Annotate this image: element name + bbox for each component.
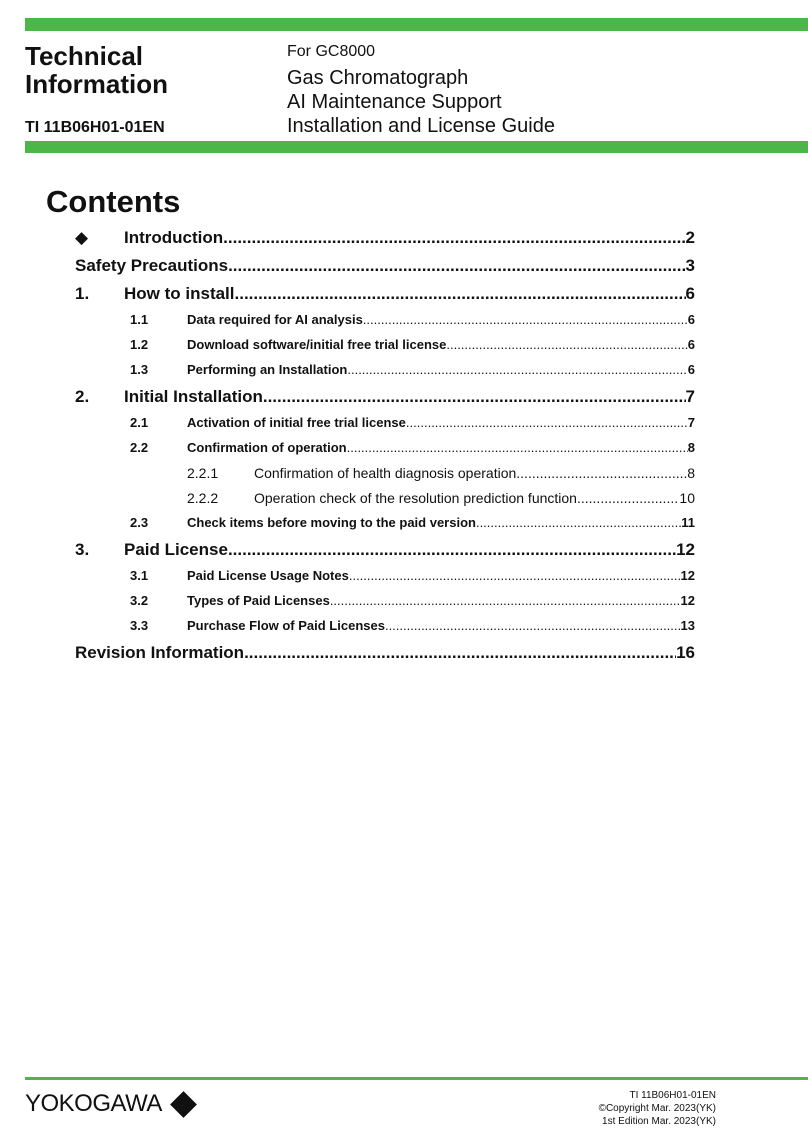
toc-entry-page: 10 — [679, 490, 695, 506]
toc-entry-page: 12 — [676, 540, 695, 559]
logo-diamond-icon — [170, 1091, 197, 1118]
toc-entry-number: 1.3 — [130, 362, 149, 377]
toc-entry-page: 11 — [681, 515, 695, 530]
toc-entry-title: Purchase Flow of Paid Licenses — [187, 618, 385, 633]
for-product: For GC8000 — [287, 43, 376, 60]
toc-dot-leader — [349, 568, 681, 583]
toc-dot-leader — [228, 540, 676, 560]
toc-entry-page: 12 — [680, 593, 695, 608]
toc-entry-title: Introduction — [124, 228, 224, 247]
toc-entry-title: Safety Precautions — [75, 256, 229, 275]
toc-entry-number: 3.3 — [130, 618, 149, 633]
header-green-bar — [25, 141, 808, 153]
toc-dot-leader — [223, 228, 685, 248]
toc-dot-leader — [330, 593, 681, 608]
toc-entry-title: Data required for AI analysis — [187, 312, 363, 327]
toc-entry[interactable] — [75, 568, 695, 593]
toc-entry[interactable] — [75, 284, 695, 312]
toc-entry-title: Paid License — [124, 540, 228, 559]
toc-entry[interactable] — [75, 337, 695, 362]
toc-entry-title: Download software/initial free trial license — [187, 337, 447, 352]
toc-entry-page: 7 — [685, 387, 695, 406]
toc-entry-title: Confirmation of operation — [187, 440, 347, 455]
toc-entry[interactable] — [75, 256, 695, 284]
toc-entry-page: 16 — [676, 643, 695, 662]
toc-entry[interactable] — [75, 312, 695, 337]
footer-info — [599, 1089, 716, 1128]
top-green-bar — [25, 18, 808, 31]
toc-entry-title: Activation of initial free trial license — [187, 415, 406, 430]
toc-entry[interactable] — [75, 643, 695, 671]
toc-entry-number: 1.1 — [130, 312, 149, 327]
toc-entry-number: 2.2.1 — [187, 465, 219, 481]
toc-entry-page: 8 — [687, 465, 695, 481]
footer-copyright: ©Copyright Mar. 2023(YK) — [598, 1103, 716, 1114]
toc-dot-leader — [235, 284, 686, 304]
toc-entry-title: Initial Installation — [124, 387, 263, 406]
toc-entry-page: 6 — [687, 337, 695, 352]
toc-entry[interactable] — [75, 362, 695, 387]
toc-entry-title: Check items before moving to the paid version — [187, 515, 476, 530]
subtitle-line-1: Gas Chromatograph — [287, 67, 469, 89]
title-line-2: Information — [25, 69, 168, 99]
toc-entry[interactable] — [75, 490, 695, 515]
toc-entry-number: 3.1 — [130, 568, 149, 583]
toc-dot-leader — [244, 643, 676, 663]
toc-dot-leader — [347, 362, 687, 377]
diamond-bullet-icon: ◆ — [75, 228, 89, 247]
toc-entry-title: Operation check of the resolution prediction function — [254, 490, 577, 506]
toc-entry-title: Types of Paid Licenses — [187, 593, 330, 608]
toc-entry-title: How to install — [124, 284, 235, 303]
toc-dot-leader — [263, 387, 686, 407]
toc-dot-leader — [347, 440, 688, 455]
footer-green-line — [25, 1077, 808, 1080]
toc-entry-page: 6 — [685, 284, 695, 303]
toc-entry-page: 8 — [687, 440, 695, 455]
document-type-title — [25, 42, 225, 98]
toc-entry-page: 13 — [680, 618, 695, 633]
yokogawa-logo — [25, 1090, 193, 1118]
toc-entry-title: Paid License Usage Notes — [187, 568, 349, 583]
subtitle-line-3: Installation and License Guide — [287, 115, 555, 137]
document-subject — [287, 42, 555, 138]
toc-entry[interactable] — [75, 618, 695, 643]
contents-heading: Contents — [46, 184, 181, 219]
toc-entry-title: Confirmation of health diagnosis operation — [254, 465, 517, 481]
toc-entry-number: 1. — [75, 284, 90, 303]
toc-entry-number: 3.2 — [130, 593, 149, 608]
toc-dot-leader — [228, 256, 685, 276]
document-number: TI 11B06H01-01EN — [25, 119, 165, 136]
footer-edition: 1st Edition Mar. 2023(YK) — [602, 1116, 716, 1127]
footer-doc-number: TI 11B06H01-01EN — [629, 1090, 716, 1101]
toc-entry-number: 2.2 — [130, 440, 149, 455]
toc-entry-page: 3 — [685, 256, 695, 275]
toc-dot-leader — [476, 515, 681, 530]
title-line-1: Technical — [25, 41, 144, 71]
toc-dot-leader — [446, 337, 687, 352]
subtitle-line-2: AI Maintenance Support — [287, 91, 502, 113]
toc-entry[interactable] — [75, 540, 695, 568]
toc-entry-title: Revision Information — [75, 643, 245, 662]
toc-entry[interactable] — [75, 415, 695, 440]
toc-entry[interactable] — [75, 515, 695, 540]
toc-dot-leader — [385, 618, 681, 633]
toc-entry-title: Performing an Installation — [187, 362, 348, 377]
toc-dot-leader — [406, 415, 688, 430]
toc-entry[interactable] — [75, 387, 695, 415]
toc-entry-number: 2. — [75, 387, 90, 406]
toc-entry[interactable] — [75, 465, 695, 490]
toc-entry-number: 2.2.2 — [187, 490, 219, 506]
toc-entry-page: 7 — [687, 415, 695, 430]
toc-entry-page: 6 — [687, 362, 695, 377]
toc-entry-number: 1.2 — [130, 337, 149, 352]
toc-entry[interactable] — [75, 440, 695, 465]
toc-dot-leader — [577, 490, 679, 506]
toc-entry-page: 12 — [680, 568, 695, 583]
toc-entry[interactable] — [75, 593, 695, 618]
toc-dot-leader — [516, 465, 687, 481]
toc-dot-leader — [363, 312, 688, 327]
toc-entry-page: 2 — [685, 228, 695, 247]
toc-entry-number: 3. — [75, 540, 90, 559]
toc-entry-number: 2.1 — [130, 415, 149, 430]
toc-entry-number: 2.3 — [130, 515, 149, 530]
logo-wordmark: YOKOGAWA — [25, 1090, 162, 1117]
toc-entry[interactable] — [75, 228, 695, 256]
table-of-contents — [75, 228, 695, 671]
toc-entry-page: 6 — [687, 312, 695, 327]
